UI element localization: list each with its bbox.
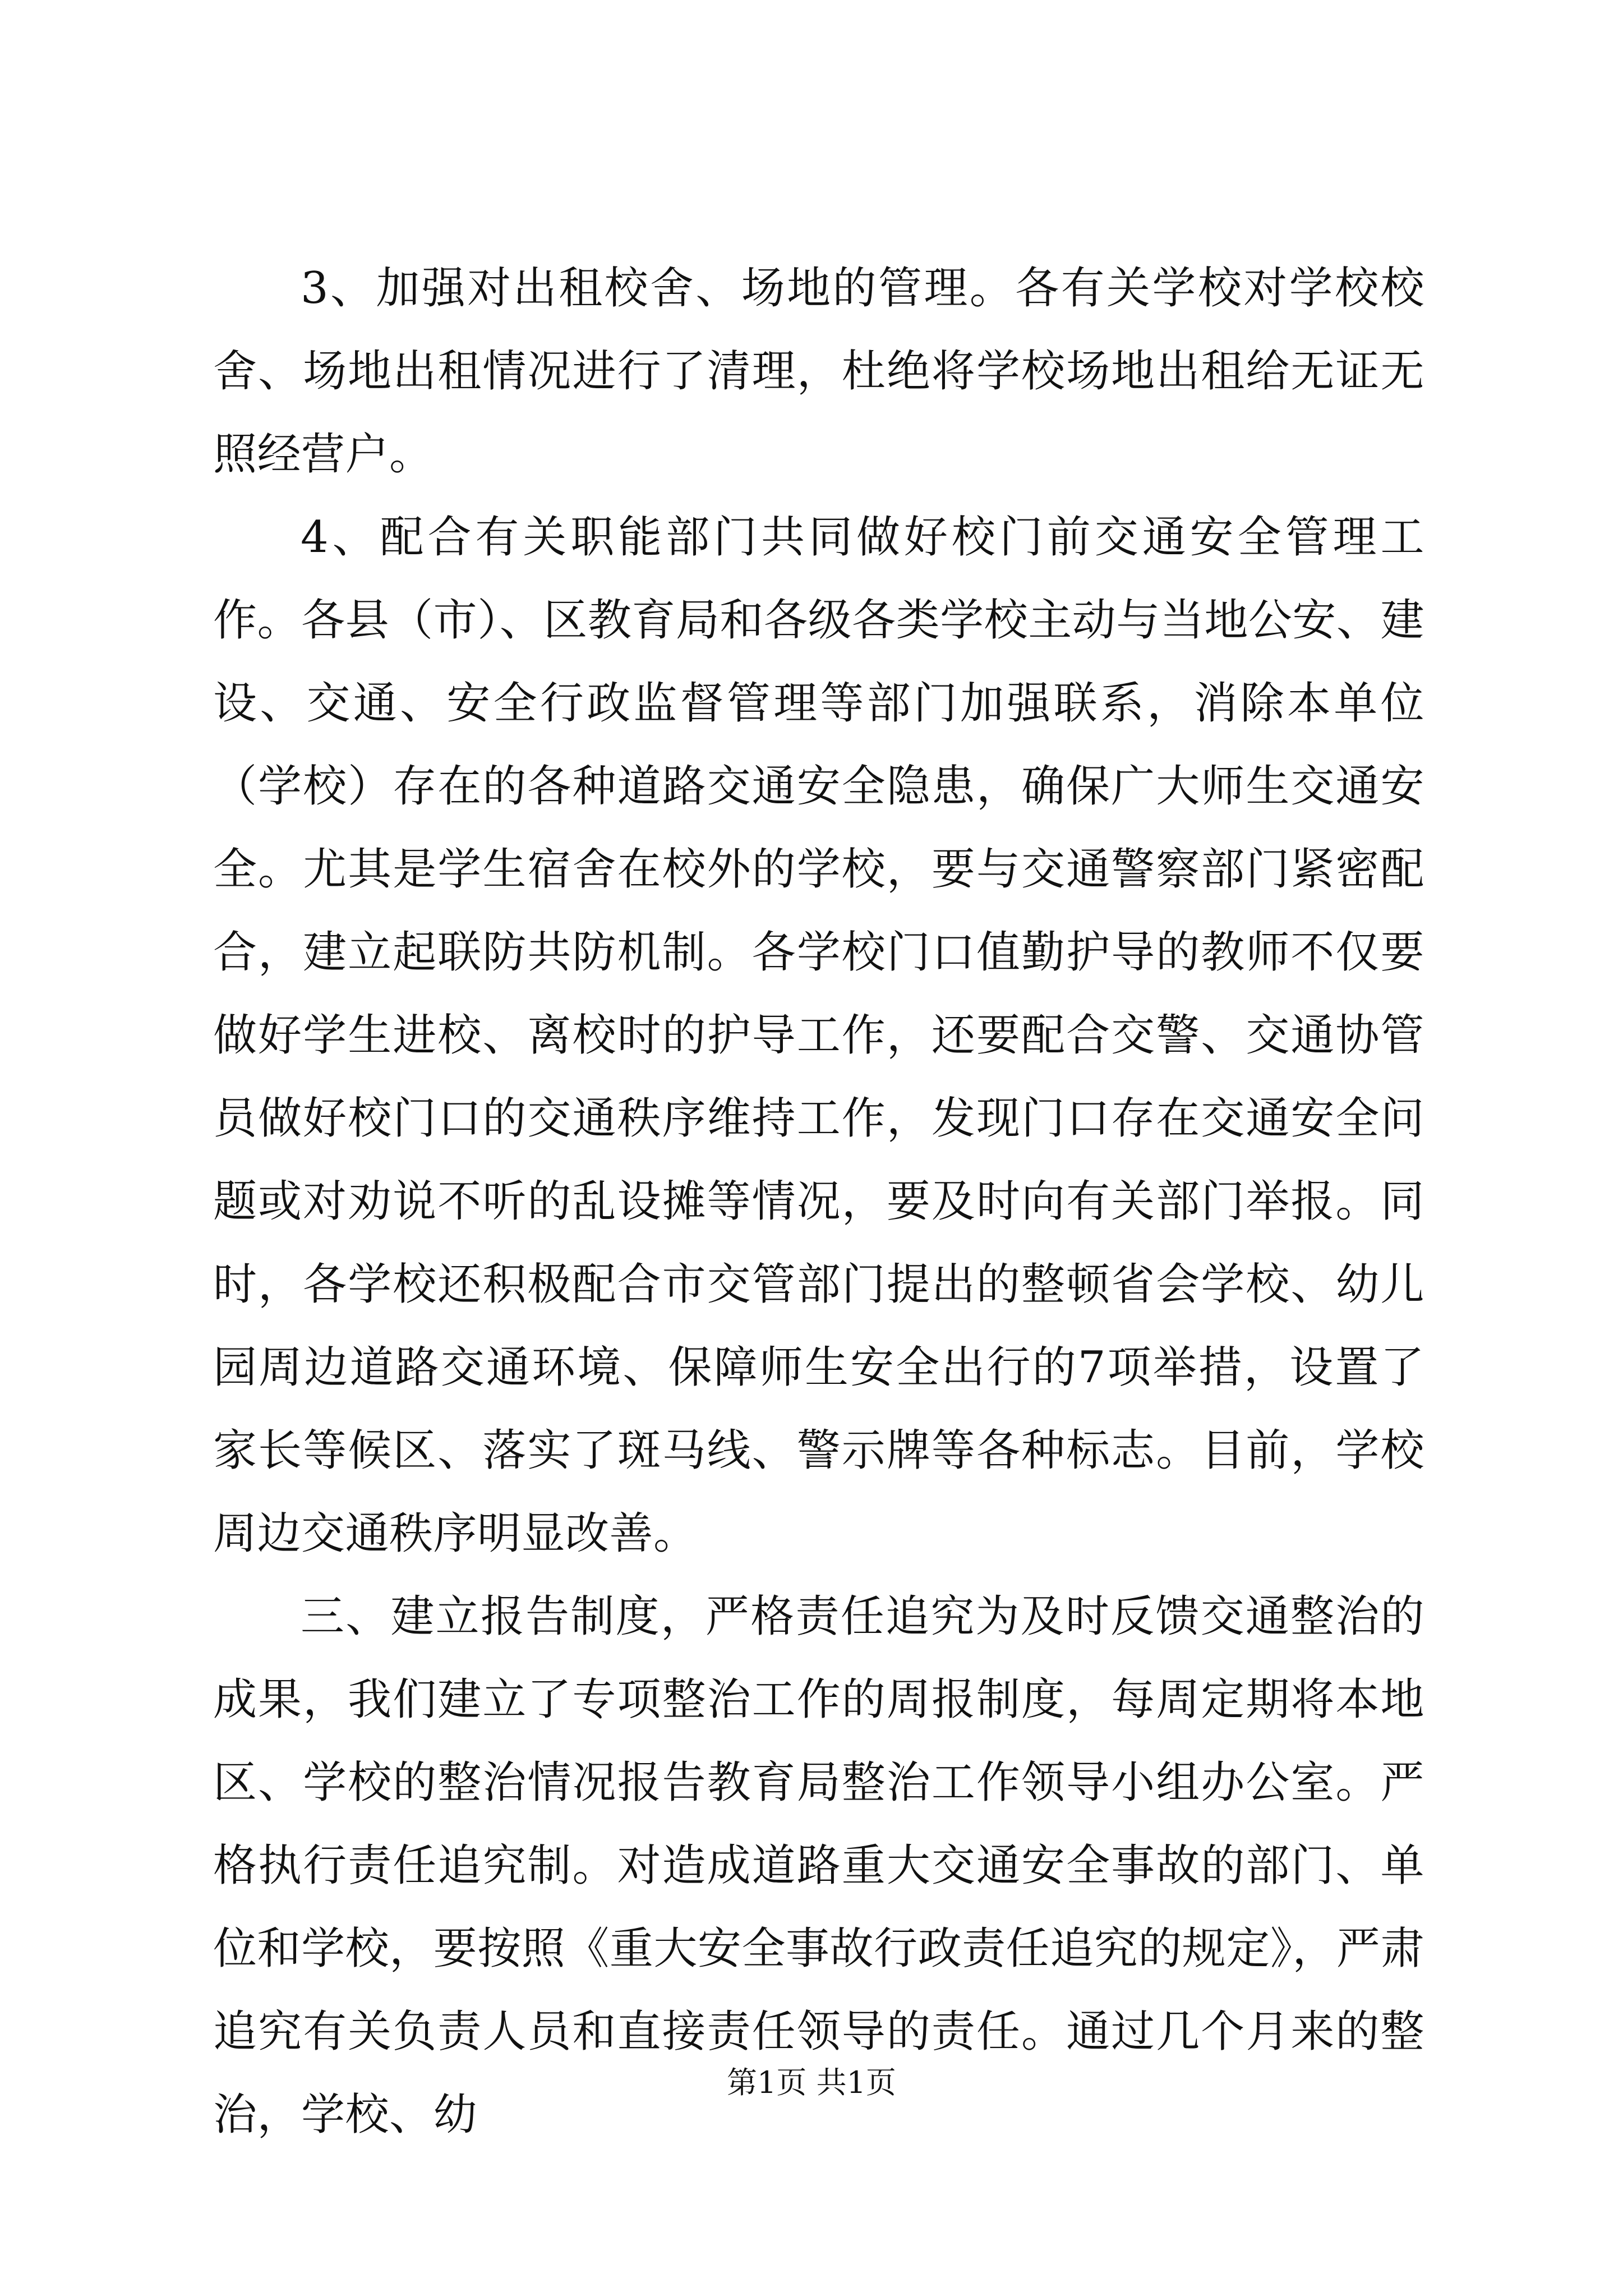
- paragraph-rental-management: 3、加强对出租校舍、场地的管理。各有关学校对学校校舍、场地出租情况进行了清理，杜绝将学校场地出租给无证无照经营户。: [213, 263, 1424, 480]
- paragraph-reporting-system: 三、建立报告制度，严格责任追究为及时反馈交通整治的成果，我们建立了专项整治工作的周报制度，每周定期将本地区、学校的整治情况报告教育局整治工作领导小组办公室。严格执行责任追究制。对造成道路重大交通安全事故的部门、单位和学校，要按照《重大安全事故行政责任追究的规定》，严肃追究有关负责人员和直接责任领导的责任。通过几个月来的整治，学校、幼: [213, 1591, 1424, 2140]
- document-body: [213, 247, 1424, 2156]
- paragraph-traffic-safety: 4、配合有关职能部门共同做好校门前交通安全管理工作。各县（市）、区教育局和各级各类学校主动与当地公安、建设、交通、安全行政监督管理等部门加强联系，消除本单位（学校）存在的各种道路交通安全隐患，确保广大师生交通安全。尤其是学生宿舍在校外的学校，要与交通警察部门紧密配合，建立起联防共防机制。各学校门口值勤护导的教师不仅要做好学生进校、离校时的护导工作，还要配合交警、交通协管员做好校门口的交通秩序维持工作，发现门口存在交通安全问题或对劝说不听的乱设摊等情况，要及时向有关部门举报。同时，各学校还积极配合市交管部门提出的整顿省会学校、幼儿园周边道路交通环境、保障师生安全出行的7项举措，设置了家长等候区、落实了斑马线、警示牌等各种标志。目前，学校周边交通秩序明显改善。: [213, 512, 1424, 1559]
- page-footer: 第1页 共1页: [727, 2065, 896, 2100]
